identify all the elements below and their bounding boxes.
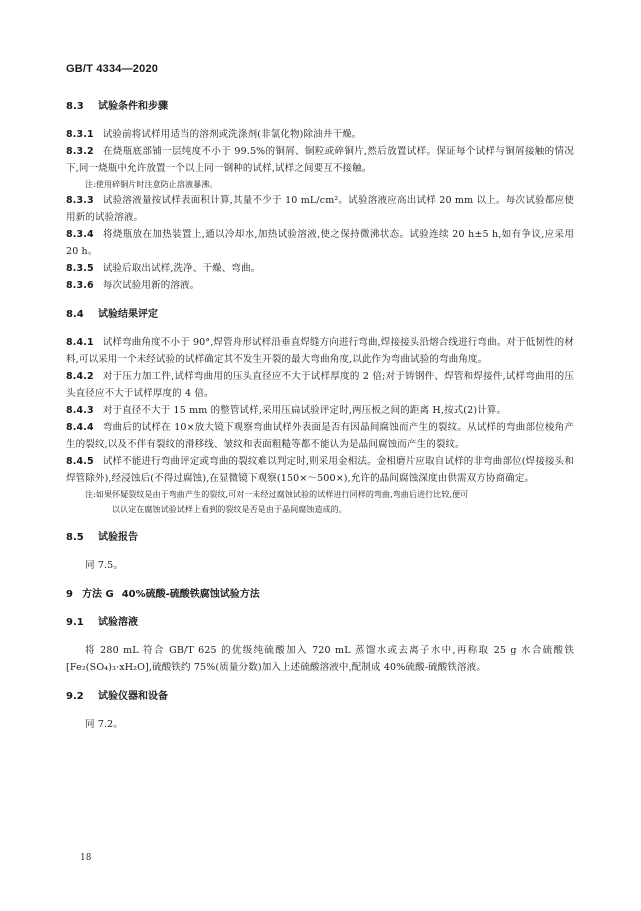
section-title: 试验溶液: [98, 617, 138, 628]
clause-number: 8.3.6: [66, 280, 94, 291]
clause-text: 试验前将试样用适当的溶剂或洗涤剂(非氯化物)除油并干燥。: [102, 129, 362, 140]
clause-8-3-4: [66, 226, 574, 260]
note-8-3-2: 注:使用碎铜片时注意防止溶液暴沸。: [85, 180, 218, 189]
clause-number: 8.3.5: [66, 263, 94, 274]
section-8-5-text: 同 7.5。: [85, 560, 124, 571]
clause-number: 8.4.1: [66, 337, 94, 348]
clause-number: 8.3.1: [66, 129, 94, 140]
clause-number: 8.4.4: [66, 422, 94, 433]
section-title: 试验仪器和设备: [98, 691, 168, 702]
clause-8-4-1: [66, 334, 574, 368]
clause-text: 对于直径不大于 15 mm 的整管试样,采用压扁试验评定时,两压板之间的距离 H,按式(2)计算。: [102, 405, 507, 416]
clause-8-3-2: [66, 143, 574, 177]
section-title: 试验结果评定: [98, 309, 158, 320]
note-line-2: 以认定在腐蚀试验试样上看到的裂纹是否是由于晶间腐蚀造成的。: [112, 505, 347, 514]
clause-number: 8.4.3: [66, 405, 94, 416]
section-8-4-heading: [66, 308, 574, 322]
clause-8-4-4: [66, 419, 574, 453]
clause-text: 弯曲后的试样在 10×放大镜下观察弯曲试样外表面是否有因晶间腐蚀而产生的裂纹。从试样的弯曲部位棱角产生的裂纹,以及不伴有裂纹的滑移线、皱纹和表面粗糙等都不能认为是晶间腐蚀而产生的裂纹。: [66, 422, 574, 450]
clause-8-3-1: [66, 126, 574, 143]
clause-number: 8.4.2: [66, 371, 94, 382]
method-label: 方法 G: [82, 589, 114, 600]
section-title: 试验报告: [98, 532, 138, 543]
section-9-1-text: 将 280 mL 符合 GB/T 625 的优级纯硫酸加入 720 mL 蒸馏水或去离子水中,再称取 25 g 水合硫酸铁[Fe₂(SO₄)₃·xH₂O],硫酸铁约 75%(质量分数)加入上述硫酸溶液中,配制成 40%硫酸-硫酸铁溶液。: [66, 645, 574, 673]
clause-number: 8.3.2: [66, 146, 94, 157]
clause-8-3-6: [66, 277, 574, 294]
clause-text: 对于压力加工件,试样弯曲用的压头直径应不大于试样厚度的 2 倍;对于铸钢件、焊管和焊接件,试样弯曲用的压头直径应不大于试样厚度的 4 倍。: [66, 371, 574, 399]
clause-number: 8.4.5: [66, 456, 94, 467]
section-8-5-heading: [66, 531, 574, 545]
section-number: 8.5: [66, 532, 84, 543]
clause-8-3-3: [66, 192, 574, 226]
note-line-1: 注:如果怀疑裂纹是由于弯曲产生的裂纹,可对一未经过腐蚀试验的试样进行同样的弯曲,弯曲后进行比较,便可: [85, 490, 469, 499]
clause-text: 试验溶液量按试样表面积计算,其量不少于 10 mL/cm²。试验溶液应高出试样 20 mm 以上。每次试验都应使用新的试验溶液。: [66, 195, 574, 223]
section-number: 9.1: [66, 617, 84, 628]
section-number: 9.2: [66, 691, 84, 702]
chapter-title: 40%硫酸-硫酸铁腐蚀试验方法: [121, 589, 260, 600]
clause-text: 试样弯曲角度不小于 90°,焊管舟形试样沿垂直焊缝方向进行弯曲,焊接接头沿熔合线进行弯曲。对于低韧性的材料,可以采用一个未经试验的试样确定其不发生开裂的最大弯曲角度,以此作为弯曲试验的弯曲角度。: [66, 337, 574, 365]
chapter-number: 9: [66, 589, 73, 600]
page-number: 18: [80, 853, 92, 863]
standard-code-header: GB/T 4334—2020: [66, 63, 159, 75]
clause-text: 将烧瓶放在加热装置上,通以冷却水,加热试验溶液,使之保持微沸状态。试验连续 20 h±5 h,如有争议,应采用 20 h。: [66, 229, 574, 257]
section-title: 试验条件和步骤: [98, 101, 168, 112]
chapter-9-heading: [66, 588, 574, 602]
clause-text: 每次试验用新的溶液。: [102, 280, 200, 291]
section-8-3-heading: [66, 100, 574, 114]
clause-8-4-3: [66, 402, 574, 419]
clause-text: 在烧瓶底部铺一层纯度不小于 99.5%的铜屑、铜粒或碎铜片,然后放置试样。保证每个试样与铜屑接触的情况下,同一烧瓶中允许放置一个以上同一钢种的试样,试样之间要互不接触。: [66, 146, 574, 174]
clause-text: 试验后取出试样,洗净、干燥、弯曲。: [102, 263, 261, 274]
clause-8-3-5: [66, 260, 574, 277]
section-9-1-heading: [66, 616, 574, 630]
note-8-4-5: [66, 487, 574, 517]
clause-8-4-5: [66, 453, 574, 487]
clause-number: 8.3.4: [66, 229, 94, 240]
clause-number: 8.3.3: [66, 195, 94, 206]
section-9-2-text: 同 7.2。: [85, 719, 124, 730]
section-9-2-heading: [66, 690, 574, 704]
clause-8-4-2: [66, 368, 574, 402]
clause-text: 试样不能进行弯曲评定或弯曲的裂纹难以判定时,则采用金相法。金相磨片应取自试样的非弯曲部位(焊接接头和焊管除外),经浸蚀后(不得过腐蚀),在显微镜下观察(150×～500×),允许的晶间腐蚀深度由供需双方协商确定。: [66, 456, 574, 484]
page-content: [66, 100, 574, 733]
section-number: 8.3: [66, 101, 84, 112]
section-number: 8.4: [66, 309, 84, 320]
